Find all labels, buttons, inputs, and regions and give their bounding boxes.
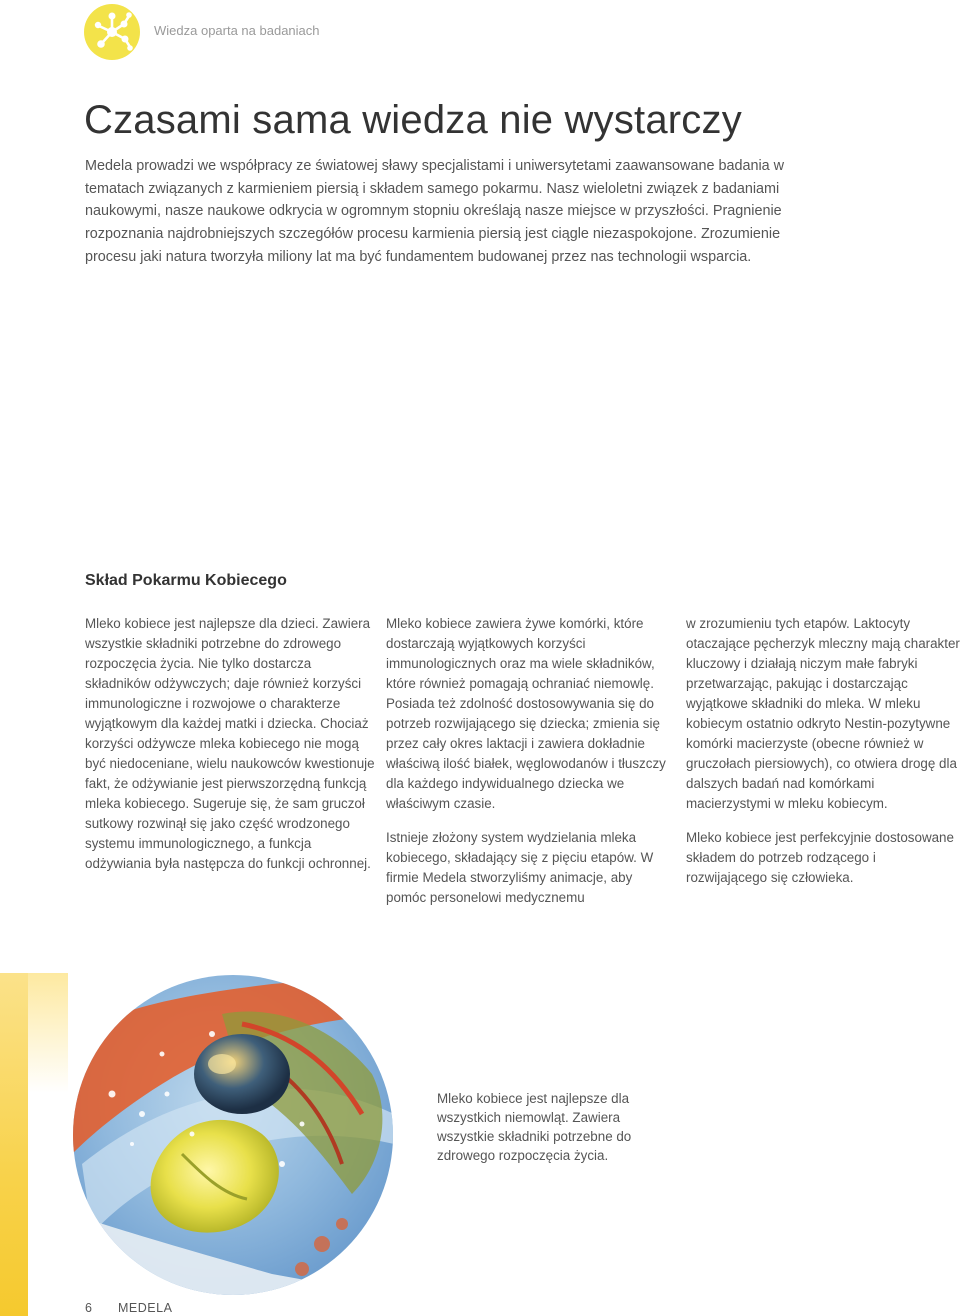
- decorative-yellow-bar: [0, 973, 28, 1316]
- text-column-2: [386, 614, 676, 908]
- text-column-1: [85, 614, 375, 874]
- page-title: Czasami sama wiedza nie wystarczy: [84, 98, 742, 142]
- logo: [84, 4, 140, 60]
- page-number: 6: [85, 1301, 93, 1315]
- paragraph: Mleko kobiece zawiera żywe komórki, które dostarczają wyjątkowych korzyści immunologicznych oraz ma wiele składników, które również pomagają ochraniać niemowlę. Posiada też zdolność dostosowywania się do potrzeb rozwijającego się dziecka; zmienia się przez cały okres laktacji i zawiera dokładnie właściwą ilość białek, węglowodanów i tłuszczy dla każdego indywidualnego dziecka we właściwym czasie.: [386, 616, 666, 811]
- paragraph: Istnieje złożony system wydzielania mleka kobiecego, składający się z pięciu etapów. W firmie Medela stworzyliśmy animacje, aby pomóc personelowi medycznemu: [386, 830, 654, 905]
- paragraph: w zrozumieniu tych etapów. Laktocyty otaczające pęcherzyk mleczny mają charakter kluczowy i działają niczym małe fabryki przetwarzając, pakując i dostarczając wyjątkowe składniki do mleka. W mleku kobiecym ostatnio odkryto Nestin-pozytywne komórki macierzyste (obecne również w gruczołach piersiowych), co otwiera drogę dla dalszych badań nad komórkami macierzystymi w mleku kobiecym.: [686, 616, 960, 811]
- section-heading: Skład Pokarmu Kobiecego: [85, 572, 287, 589]
- paragraph: Mleko kobiece jest najlepsze dla dzieci. Zawiera wszystkie składniki potrzebne do zdrowego rozpoczęcia życia. Nie tylko dostarcza składników odżywczych; daje również korzyści immunologiczne i rozwojowe o charakterze wyjątkowym dla każdej matki i dziecka. Chociaż korzyści odżywcze mleka kobiecego nie mogą być niedoceniane, wielu naukowców kwestionuje fakt, że odżywianie jest pierwszorzędną funkcją mleka kobiecego. Sugeruje się, że sam gruczoł sutkowy rozwinął się jako część wrodzonego systemu immunologicznego, a funkcja odżywiania była następcza do funkcji ochronnej.: [85, 616, 375, 871]
- text-column-3: [686, 614, 960, 888]
- decorative-yellow-wedge: [28, 973, 68, 1093]
- brand-name: MEDELA: [118, 1301, 173, 1315]
- breadcrumb: Wiedza oparta na badaniach: [154, 23, 320, 38]
- image-caption: Mleko kobiece jest najlepsze dla wszystkich niemowląt. Zawiera wszystkie składniki potrzebne do zdrowego rozpoczęcia życia.: [437, 1091, 632, 1163]
- paragraph: Mleko kobiece jest perfekcyjnie dostosowane składem do potrzeb rodzącego i rozwijającego się człowieka.: [686, 830, 954, 885]
- milk-cell-illustration: [72, 974, 394, 1296]
- molecule-network-icon: [84, 4, 140, 60]
- intro-paragraph: Medela prowadzi we współpracy ze światowej sławy specjalistami i uniwersytetami zaawansowane badania w tematach związanych z karmieniem piersią i składem samego pokarmu. Nasz wieloletni związek z badaniami naukowymi, nasze naukowe odkrycia w ogromnym stopniu określają nasze miejsce w przyszłości. Pragnienie rozpoznania najdrobniejszych szczegółów procesu karmienia piersią jest ciągle niezaspokojone. Zrozumienie procesu jaki natura tworzyła miliony lat ma być fundamentem budowanej przez nas technologii wsparcia.: [85, 158, 785, 265]
